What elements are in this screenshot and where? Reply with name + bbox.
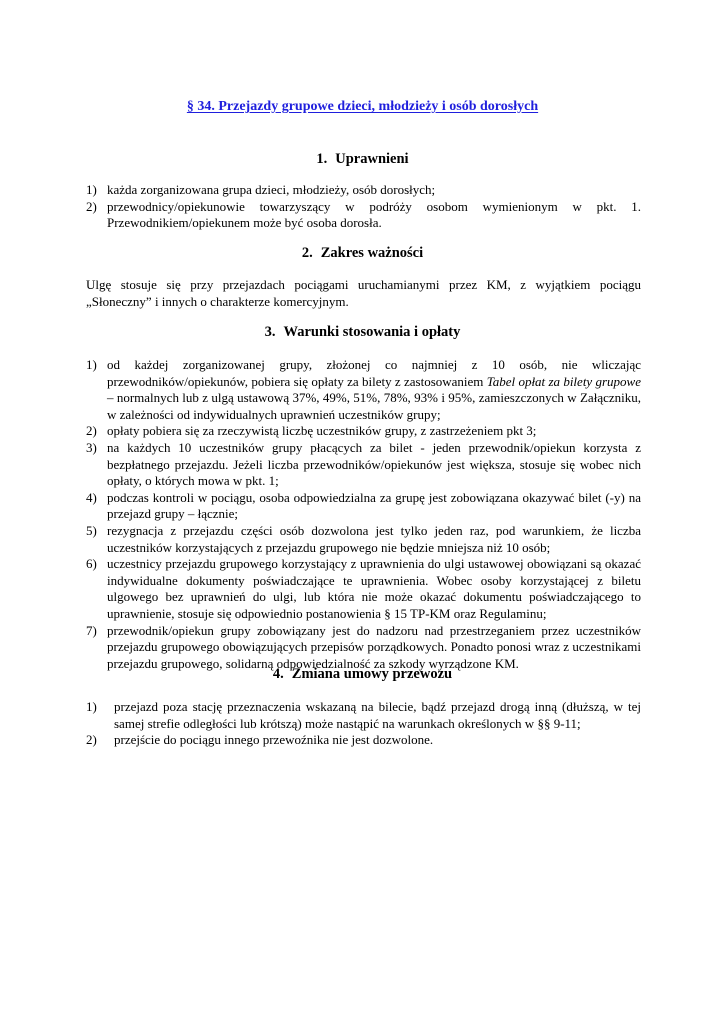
list-item-text: każda zorganizowana grupa dzieci, młodzieży, osób dorosłych; (107, 182, 436, 197)
section-1-title: Uprawnieni (335, 151, 409, 167)
list-item-text: rezygnacja z przejazdu części osób dozwolona jest tylko jeden raz, pod warunkiem, że liczba uczestników korzystających z przejazdu grupowego nie będzie mniejsza niż 10 osób; (107, 522, 641, 555)
list-marker: 7) (86, 622, 97, 638)
document-title: § 34. Przejazdy grupowe dzieci, młodzieży i osób dorosłych (186, 99, 539, 114)
list-item (86, 523, 641, 556)
list-item (86, 699, 641, 732)
section-4-number: 4. (272, 666, 284, 682)
list-item (86, 440, 641, 490)
list-item (86, 623, 641, 673)
section-2-text: Ulgę stosuje się przy przejazdach pociągami uruchamianymi przez KM, z wyjątkiem pociągu „Słoneczny” i innych o charakterze komercyjnym. (86, 277, 641, 309)
list-item-text: przejście do pociągu innego przewoźnika nie jest dozwolone. (114, 732, 434, 748)
section-4-title: Zmiana umowy przewozu (291, 666, 453, 682)
section-2-title: Zakres ważności (320, 245, 424, 261)
text-segment: od każdej zorganizowanej grupy, złożonej co najmniej z 10 osób, nie wliczając przewodników/opiekunów, pobiera się opłaty za bilety z zastosowaniem (107, 357, 641, 389)
list-item-text: podczas kontroli w pociągu, osoba odpowiedzialna za grupę jest zobowiązana okazywać bilet (-y) na przejazd grupy – łącznie; (107, 489, 641, 522)
list-marker: 4) (86, 489, 97, 505)
list-item-text (107, 357, 641, 423)
list-marker: 1) (86, 357, 97, 372)
list-marker: 1) (86, 182, 97, 197)
list-marker: 2) (86, 198, 97, 214)
list-marker: 5) (86, 522, 97, 538)
list-item (86, 732, 641, 749)
list-item-text: na każdych 10 uczestników grupy płacących za bilet - jeden przewodnik/opiekun korzysta z bezpłatnego przejazdu. Jeżeli liczba przewodników/opiekunów jest większa, stosuje się wobec nich opłaty, o których mowa w pkt. 1; (107, 439, 641, 489)
section-3-list (86, 357, 641, 672)
italic-table-reference: Tabel opłat za bilety grupowe (486, 373, 641, 389)
list-item-text: przewodnik/opiekun grupy zobowiązany jest do nadzoru nad przestrzeganiem przez uczestników przejazdu grupowego obowiązujących przepisów porządkowych. Ponadto ponosi wraz z uczestnikami przejazdu grupowego, solidarną odpowiedzialność za szkody wyrządzone KM. (107, 622, 641, 671)
list-marker: 3) (86, 439, 97, 455)
text-segment: – normalnych lub z ulgą ustawową 37%, 49%, 51%, 78%, 93% i 95%, zamieszczonych w Załączniku, w zależności od indywidualnych uprawnień uczestników grupy; (107, 390, 641, 422)
list-marker: 2) (86, 732, 97, 748)
list-item (86, 490, 641, 523)
list-item (86, 423, 641, 440)
list-item-text: uczestnicy przejazdu grupowego korzystający z uprawnienia do ulgi ustawowej obowiązani są okazać indywidualne dokumenty poświadczające te uprawnienia. Wobec osoby korzystającej z biletu ulgowego bez uprawnień do ulgi, lub która nie może okazać dokumentu poświadczającego to uprawnienie, stosuje się odpowiednio postanowienia § 15 TP-KM oraz Regulaminu; (107, 556, 641, 621)
list-item (86, 182, 641, 199)
section-2-number: 2. (301, 245, 313, 261)
section-2-heading (0, 245, 725, 262)
section-1-heading (0, 151, 725, 168)
list-item (86, 199, 641, 232)
list-item-text: przewodnicy/opiekunowie towarzyszący w podróży osobom wymienionym w pkt. 1. Przewodnikiem/opiekunem może być osoba dorosła. (107, 198, 641, 231)
list-item-text: przejazd poza stację przeznaczenia wskazaną na bilecie, bądź przejazd drogą inną (dłuższą, w tej samej strefie odległości lub krótszą) może nastąpić na warunkach określonych w §§ 9-11; (114, 699, 641, 731)
section-3-heading (0, 324, 725, 341)
list-item (86, 556, 641, 622)
section-1-list (86, 182, 641, 232)
section-4-list (86, 699, 641, 749)
section-1-number: 1. (316, 151, 328, 167)
section-3-number: 3. (264, 324, 276, 340)
list-marker: 6) (86, 556, 97, 572)
list-item-text: opłaty pobiera się za rzeczywistą liczbę uczestników grupy, z zastrzeżeniem pkt 3; (107, 423, 537, 439)
section-4-heading (0, 666, 725, 683)
list-item (86, 357, 641, 423)
list-marker: 2) (86, 423, 97, 439)
section-3-title: Warunki stosowania i opłaty (283, 324, 461, 340)
list-marker: 1) (86, 699, 97, 714)
